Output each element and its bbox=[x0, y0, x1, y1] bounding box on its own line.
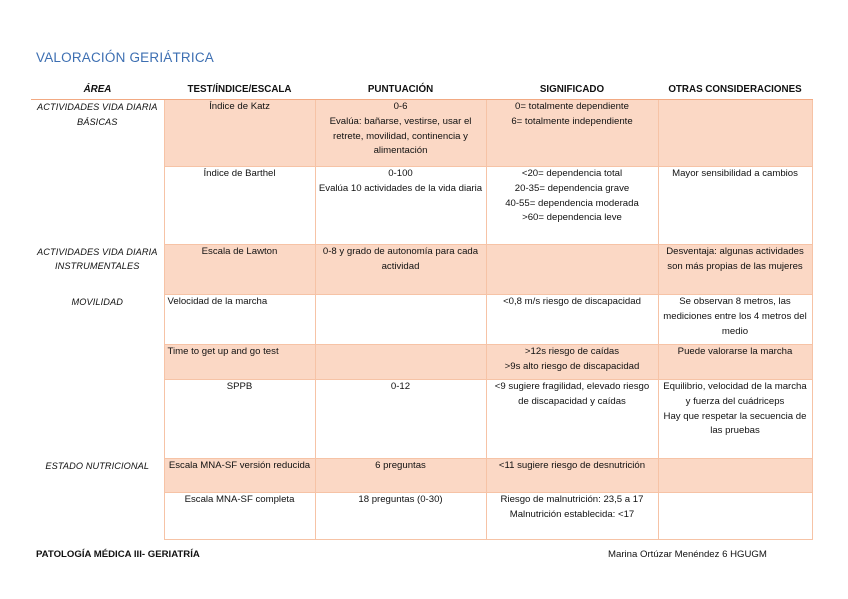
meaning-line: >60= dependencia leve bbox=[522, 212, 622, 224]
other-cell: Desventaja: algunas actividades son más propias de las mujeres bbox=[658, 245, 812, 295]
area-cell: MOVILIDAD bbox=[71, 296, 123, 307]
footer-author: Marina Ortúzar Menéndez 6 HGUGM bbox=[608, 549, 767, 560]
meaning-line: >9s alto riesgo de discapacidad bbox=[504, 360, 640, 372]
test-cell: Índice de Katz bbox=[164, 100, 315, 167]
meaning-cell: <9 sugiere fragilidad, elevado riesgo de discapacidad y caídas bbox=[486, 380, 658, 459]
area-cell bbox=[31, 380, 164, 459]
test-cell: Índice de Barthel bbox=[164, 167, 315, 245]
area-cell: ACTIVIDADES VIDA DIARIA INSTRUMENTALES bbox=[37, 246, 158, 272]
header-score: PUNTUACIÓN bbox=[315, 82, 486, 100]
table-row bbox=[31, 345, 812, 380]
table-row bbox=[31, 380, 812, 459]
score-description: Evalúa 10 actividades de la vida diaria bbox=[318, 182, 483, 194]
area-cell: ESTADO NUTRICIONAL bbox=[45, 460, 150, 471]
area-cell: ACTIVIDADES VIDA DIARIA BÁSICAS bbox=[37, 102, 158, 127]
meaning-line: 0= totalmente dependiente bbox=[515, 101, 629, 112]
test-cell: Escala MNA-SF versión reducida bbox=[164, 459, 315, 493]
other-cell bbox=[658, 380, 812, 459]
meaning-cell bbox=[486, 493, 658, 540]
other-line: Hay que respetar la secuencia de las pruebas bbox=[663, 410, 807, 437]
header-meaning: SIGNIFICADO bbox=[486, 82, 658, 100]
test-cell: Escala MNA-SF completa bbox=[164, 493, 315, 540]
header-test: TEST/ÍNDICE/ESCALA bbox=[164, 82, 315, 100]
geriatric-assessment-table bbox=[31, 82, 813, 540]
meaning-line: 6= totalmente independiente bbox=[511, 115, 633, 127]
test-cell: Time to get up and go test bbox=[164, 345, 315, 380]
table-header-row bbox=[31, 82, 812, 100]
meaning-cell bbox=[486, 245, 658, 295]
score-cell: 0-12 bbox=[315, 380, 486, 459]
other-cell bbox=[658, 100, 812, 167]
score-cell bbox=[315, 167, 486, 245]
page-title: VALORACIÓN GERIÁTRICA bbox=[36, 50, 214, 65]
other-cell bbox=[658, 493, 812, 540]
meaning-cell bbox=[486, 167, 658, 245]
other-cell: Puede valorarse la marcha bbox=[658, 345, 812, 380]
meaning-line: 40-55= dependencia moderada bbox=[505, 197, 639, 209]
score-cell bbox=[315, 100, 486, 167]
meaning-cell bbox=[486, 100, 658, 167]
area-cell bbox=[31, 345, 164, 380]
score-cell: 18 preguntas (0-30) bbox=[315, 493, 486, 540]
score-cell bbox=[315, 345, 486, 380]
other-cell: Se observan 8 metros, las mediciones entre los 4 metros del medio bbox=[658, 295, 812, 345]
table-row bbox=[31, 167, 812, 245]
score-cell bbox=[315, 295, 486, 345]
score-cell: 0-8 y grado de autonomía para cada actividad bbox=[315, 245, 486, 295]
meaning-cell: <0,8 m/s riesgo de discapacidad bbox=[486, 295, 658, 345]
footer-course: PATOLOGÍA MÉDICA III- GERIATRÍA bbox=[36, 549, 200, 560]
meaning-line: 20-35= dependencia grave bbox=[514, 182, 630, 194]
table-row bbox=[31, 493, 812, 540]
score-range: 0-6 bbox=[393, 101, 408, 112]
header-area: ÁREA bbox=[31, 82, 164, 100]
area-cell bbox=[31, 167, 164, 245]
score-range: 0-100 bbox=[388, 168, 413, 179]
header-other: OTRAS CONSIDERACIONES bbox=[658, 82, 812, 100]
test-cell: SPPB bbox=[164, 380, 315, 459]
meaning-line: >12s riesgo de caídas bbox=[524, 346, 620, 357]
meaning-line: <20= dependencia total bbox=[521, 168, 623, 179]
test-cell: Escala de Lawton bbox=[164, 245, 315, 295]
meaning-line: Malnutrición establecida: <17 bbox=[509, 508, 635, 520]
score-cell: 6 preguntas bbox=[315, 459, 486, 493]
test-cell: Velocidad de la marcha bbox=[164, 295, 315, 345]
table-row bbox=[31, 459, 812, 493]
score-description: Evalúa: bañarse, vestirse, usar el retrete, movilidad, continencia y alimentación bbox=[329, 115, 472, 157]
meaning-cell bbox=[486, 345, 658, 380]
meaning-line: Riesgo de malnutrición: 23,5 a 17 bbox=[500, 494, 644, 505]
table-row bbox=[31, 100, 812, 167]
other-cell bbox=[658, 459, 812, 493]
table-row bbox=[31, 245, 812, 295]
area-cell bbox=[31, 493, 164, 540]
other-cell: Mayor sensibilidad a cambios bbox=[658, 167, 812, 245]
meaning-cell: <11 sugiere riesgo de desnutrición bbox=[486, 459, 658, 493]
other-line: Equilibrio, velocidad de la marcha y fuerza del cuádriceps bbox=[663, 381, 807, 407]
table-row bbox=[31, 295, 812, 345]
